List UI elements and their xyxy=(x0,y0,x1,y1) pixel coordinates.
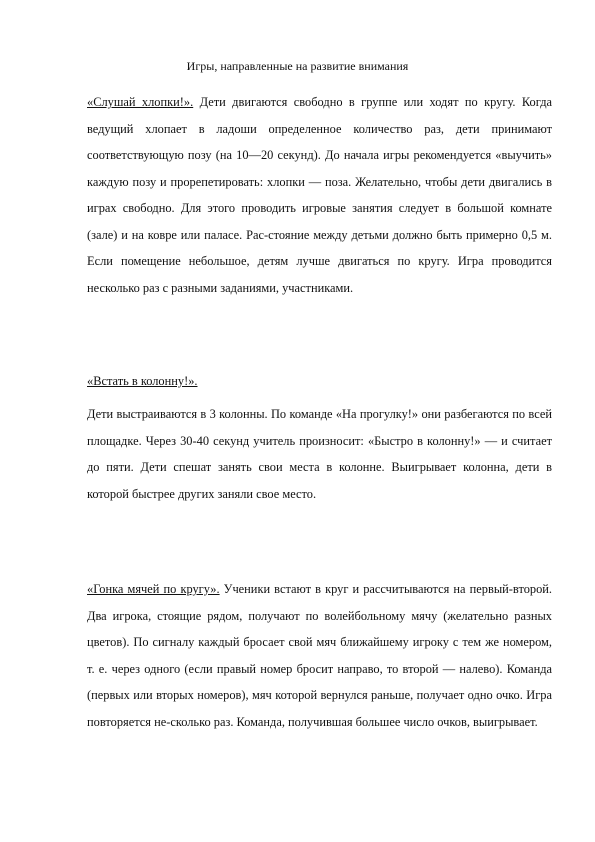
game-description-ball-race xyxy=(87,576,552,735)
game-heading-listen-claps: «Слушай хлопки!». xyxy=(87,95,194,109)
game-text-line-up: Дети выстраиваются в 3 колонны. По команде «На прогулку!» они разбегаются по всей площадке. Через 30-40 секунд учитель произносит: «Быстро в колонну!» — и считает до пяти. Дети спешат занять свои места в колонне. Выигрывает колонна, дети в которой быстрее других заняли свое место. xyxy=(87,407,552,501)
game-text-listen-claps: Дети двигаются свободно в группе или ходят по кругу. Когда ведущий хлопает в ладоши определенное количество раз, дети принимают соответствующую позу (на 10—20 секунд). До начала игры рекомендуется «выучить» каждую позу и прорепетировать: хлопки — поза. Желательно, чтобы дети двигались в играх свободно. Для этого проводить игровые занятия следует в большой комнате (зале) и на ковре или паласе. Рас-стояние между детьми должно быть примерно 0,5 м. Если помещение небольшое, детям лучше двигаться по кругу. Игра проводится несколько раз с разными заданиями, участниками. xyxy=(87,95,553,295)
game-heading-line-up: «Встать в колонну!». xyxy=(87,374,198,388)
game-heading-row xyxy=(87,368,552,395)
game-text-ball-race: Ученики встают в круг и рассчитываются на первый-второй. Два игрока, стоящие рядом, получают по волейбольному мячу (желательно разных цветов). По сигналу каждый бросает свой мяч ближайшему игроку с тем же номером, т. е. через одного (если правый номер бросит направо, то второй — налево). Команда (первых или вторых номеров), мяч которой вернулся раньше, получает одно очко. Игра повторяется не-сколько раз. Команда, получившая большее число очков, выигрывает. xyxy=(87,582,553,729)
document-title: Игры, направленные на развитие внимания xyxy=(186,59,409,73)
game-heading-ball-race: «Гонка мячей по кругу». xyxy=(87,582,220,596)
game-description-listen-claps xyxy=(87,89,552,301)
